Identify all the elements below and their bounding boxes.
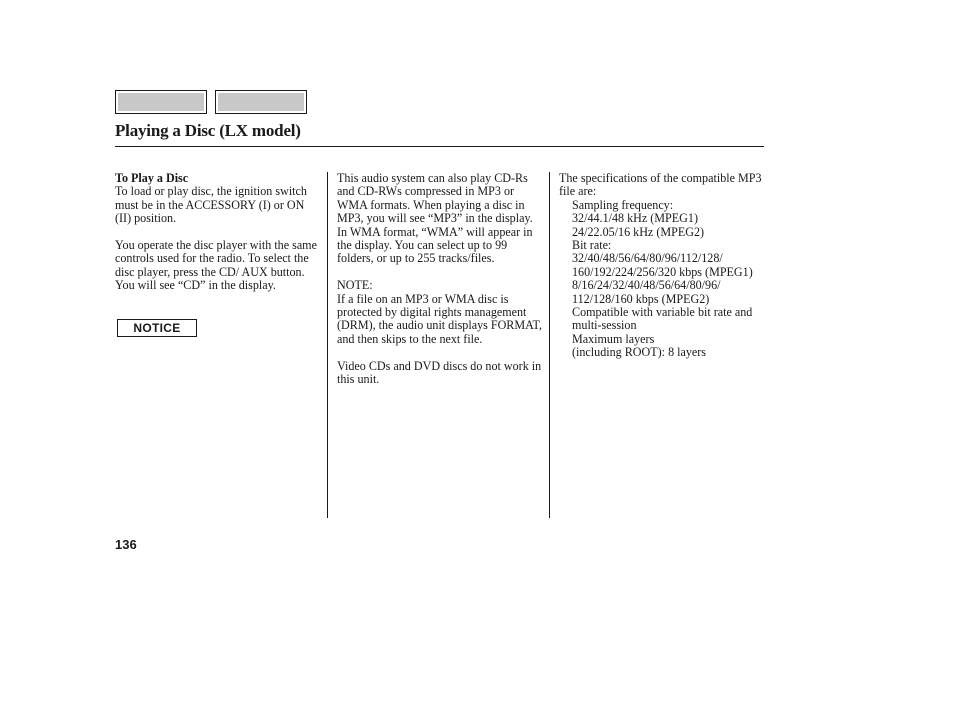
section-heading: To Play a Disc — [115, 171, 189, 185]
operate-paragraph: You operate the disc player with the same controls used for the radio. To select the disc player, press the CD/ AUX button. You will see “CD” in the display. — [115, 238, 317, 293]
notice-badge — [117, 319, 197, 337]
specs-intro: The specifications of the compatible MP3 file are: — [559, 171, 762, 199]
section-tab-2[interactable] — [215, 90, 307, 114]
column-3 — [559, 172, 764, 360]
spec-line: Bit rate: — [572, 238, 612, 253]
notice-label: NOTICE — [133, 321, 181, 335]
page-title: Playing a Disc (LX model) — [115, 121, 301, 140]
spec-line: Maximum layers — [572, 331, 655, 346]
spec-line: 8/16/24/32/40/48/56/64/80/96/ 112/128/160 kbps (MPEG2) — [572, 278, 721, 306]
column-2 — [337, 172, 543, 386]
mp3-wma-paragraph: This audio system can also play CD-Rs and CD-RWs compressed in MP3 or WMA formats. When playing a disc in MP3, you will see “MP3” in the display. In WMA format, “WMA” will appear in the display. You can select up to 99 folders, or up to 255 tracks/files. — [337, 171, 533, 266]
spec-line: Sampling frequency: — [572, 197, 674, 212]
spec-line: (including ROOT): 8 layers — [572, 345, 707, 360]
note-label: NOTE: — [337, 278, 373, 293]
title-rule — [115, 146, 764, 147]
section-tab-1[interactable] — [115, 90, 207, 114]
video-cd-paragraph: Video CDs and DVD discs do not work in this unit. — [337, 358, 542, 387]
spec-line: 24/22.05/16 kHz (MPEG2) — [572, 224, 705, 239]
specs-list — [559, 199, 764, 360]
ignition-paragraph: To load or play disc, the ignition switch must be in the ACCESSORY (I) or ON (II) position. — [115, 184, 307, 226]
spec-line: Compatible with variable bit rate and multi-session — [572, 305, 753, 333]
page-number: 136 — [115, 537, 137, 552]
spec-line: 32/44.1/48 kHz (MPEG1) — [572, 211, 698, 226]
drm-note-paragraph: If a file on an MP3 or WMA disc is protected by digital rights management (DRM), the audio unit displays FORMAT, and then skips to the next file. — [337, 291, 543, 346]
column-divider-2 — [549, 172, 550, 518]
column-divider-1 — [327, 172, 328, 518]
column-1 — [115, 172, 320, 293]
spec-line: 32/40/48/56/64/80/96/112/128/ 160/192/224/256/320 kbps (MPEG1) — [572, 251, 753, 279]
